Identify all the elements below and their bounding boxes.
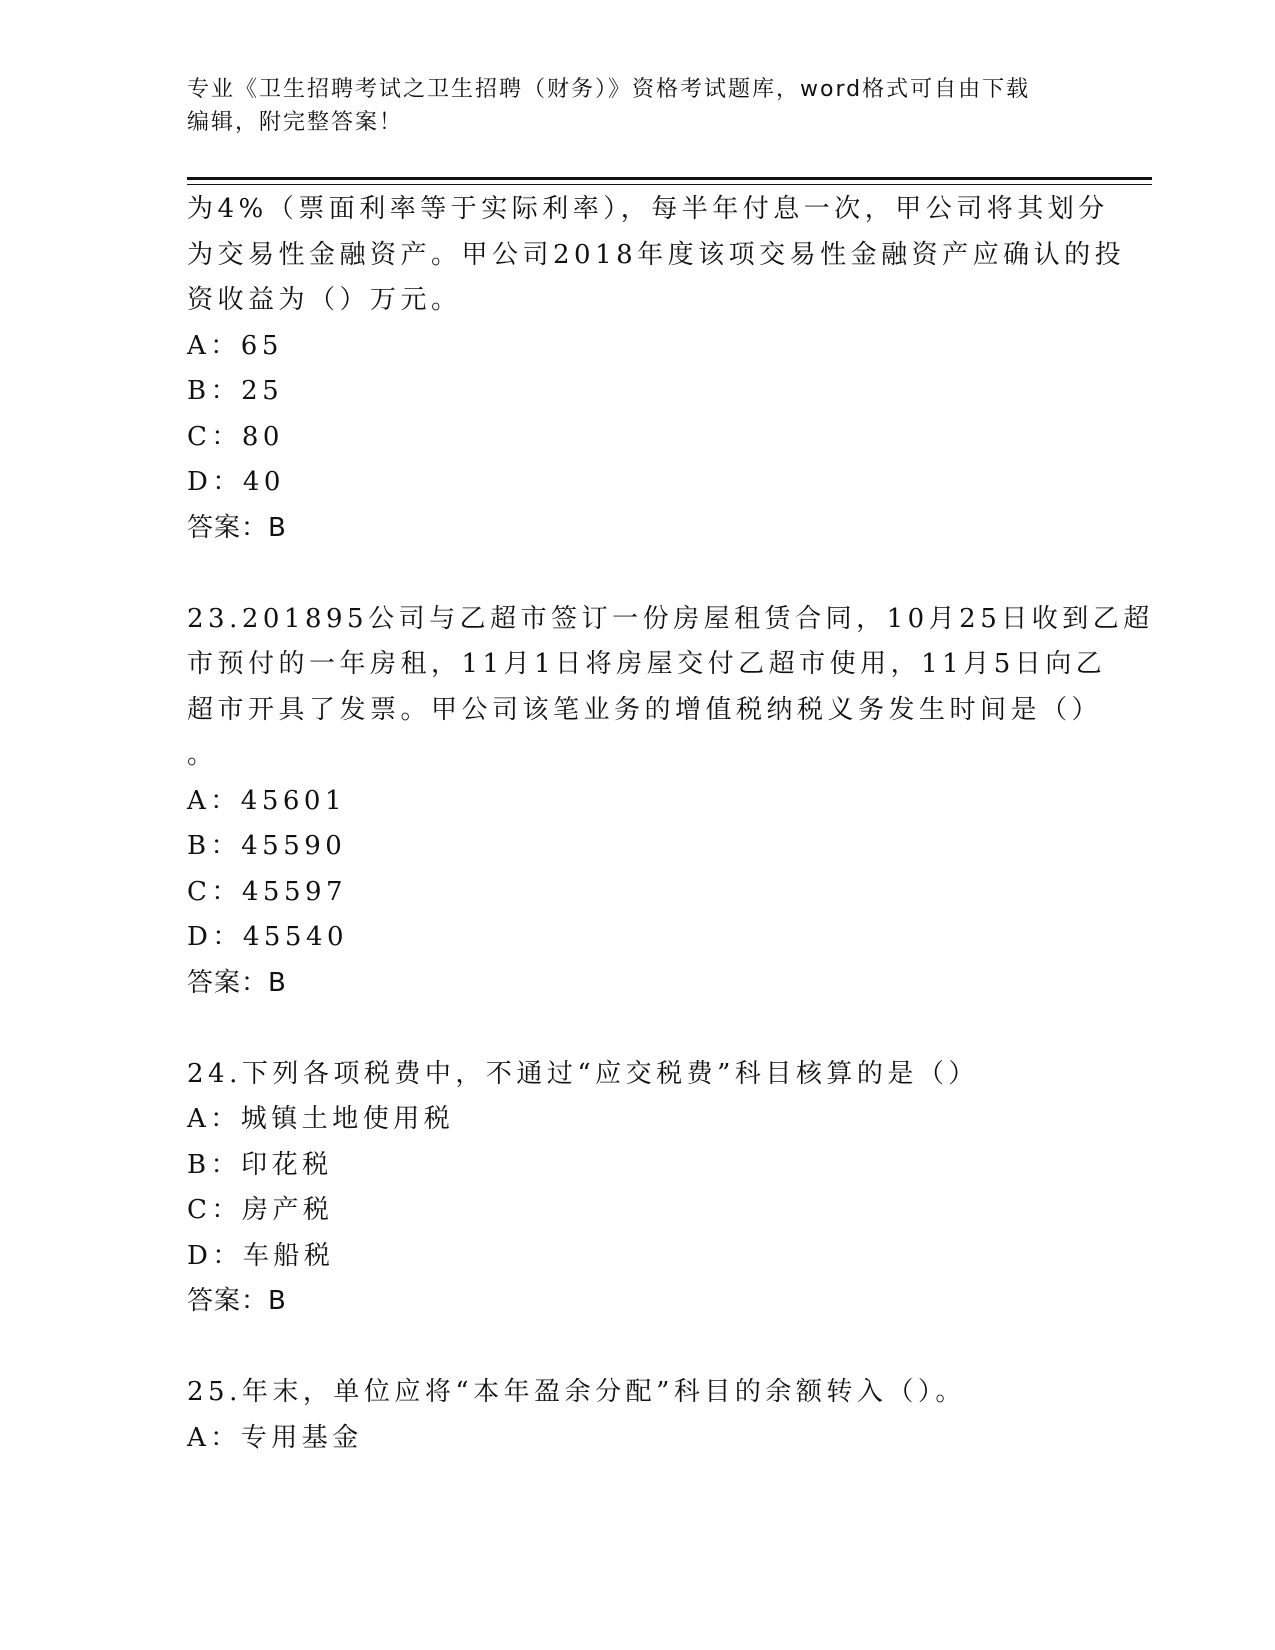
- spacer: [187, 1325, 1087, 1371]
- answer-line: 答案：B: [187, 967, 287, 998]
- answer-line: 答案：B: [187, 1286, 287, 1316]
- question-23-block: [187, 597, 1154, 1007]
- option-c: C：80: [187, 421, 284, 452]
- document-header: [187, 73, 1067, 139]
- question-text-line: 资收益为（）万元。: [187, 285, 462, 315]
- question-text-line: 超市开具了发票。甲公司该笔业务的增值税纳税义务发生时间是（）: [187, 694, 1103, 725]
- question-text-line: 24.下列各项税费中，不通过“应交税费”科目核算的是（）: [187, 1058, 979, 1089]
- spacer: [187, 551, 1087, 597]
- question-25-block: [187, 1370, 1087, 1461]
- option-c: C：45597: [187, 876, 348, 907]
- question-22-block: [187, 187, 1126, 551]
- option-a: A：45601: [187, 785, 346, 816]
- question-list: [187, 187, 1154, 1461]
- option-d: D：车船税: [187, 1240, 335, 1271]
- question-text-line: 市预付的一年房租，11月1日将房屋交付乙超市使用，11月5日向乙: [187, 649, 1107, 679]
- header-line-1: 专业《卫生招聘考试之卫生招聘（财务）》资格考试题库，word格式可自由下载: [187, 77, 1031, 102]
- answer-line: 答案：B: [187, 512, 287, 543]
- header-line-2: 编辑，附完整答案！: [187, 110, 404, 135]
- option-a: A：65: [187, 330, 283, 361]
- option-b: B：45590: [187, 831, 347, 861]
- header-rule-thick: [187, 177, 1152, 180]
- header-rule-thin: [187, 184, 1152, 185]
- option-c: C：房产税: [187, 1195, 334, 1225]
- option-b: B：印花税: [187, 1149, 333, 1180]
- question-24-block: [187, 1052, 1087, 1325]
- question-text-line: 23.201895公司与乙超市签订一份房屋租赁合同，10月25日收到乙超: [187, 603, 1154, 634]
- option-b: B：25: [187, 376, 284, 406]
- option-a: A：专用基金: [187, 1422, 363, 1453]
- question-text-line: 为4%（票面利率等于实际利率），每半年付息一次，甲公司将其划分: [187, 194, 1109, 224]
- option-d: D：45540: [187, 922, 349, 952]
- spacer: [187, 1006, 1087, 1052]
- question-text-line: 25.年末，单位应将“本年盈余分配”科目的余额转入（）。: [187, 1377, 966, 1407]
- question-text-line: 。: [187, 740, 218, 770]
- option-a: A：城镇土地使用税: [187, 1104, 455, 1134]
- option-d: D：40: [187, 467, 285, 497]
- question-text-line: 为交易性金融资产。甲公司2018年度该项交易性金融资产应确认的投: [187, 239, 1126, 270]
